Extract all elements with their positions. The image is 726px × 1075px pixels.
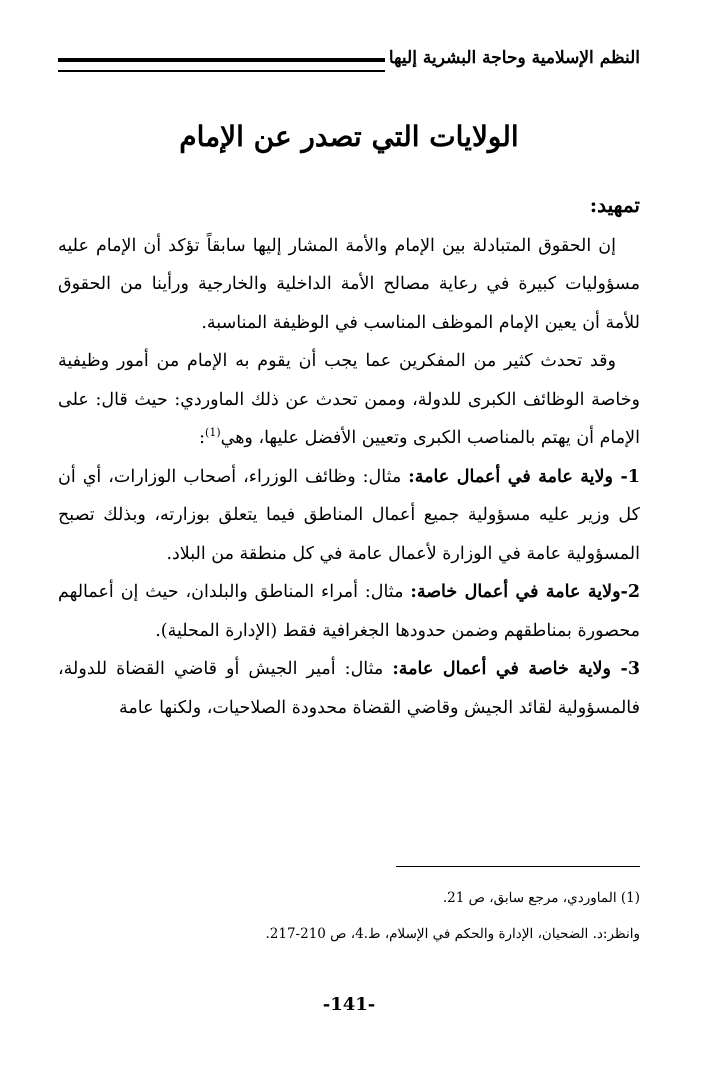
list-item	[58, 573, 640, 650]
footnotes	[58, 880, 640, 952]
item-3-label: 3- ولاية خاصة في أعمال عامة:	[392, 659, 640, 679]
intro-paragraph-2	[58, 342, 640, 458]
list-item	[58, 458, 640, 574]
item-1-label: 1- ولاية عامة في أعمال عامة:	[408, 466, 640, 487]
footnote-2: وانظر:د. الضحيان، الإدارة والحكم في الإسلام، ط.4، ص 210-217.	[265, 926, 640, 942]
header-rule	[58, 58, 385, 72]
intro-heading: تمهيد:	[589, 193, 640, 217]
item-2-text: مثال: أمراء المناطق والبلدان، حيث إن أعمالهم محصورة بمناطقهم وضمن حدودها الجغرافية فقط (الإدارة المحلية).	[58, 582, 640, 641]
intro-paragraph-1: إن الحقوق المتبادلة بين الإمام والأمة المشار إليها سابقاً تؤكد أن الإمام عليه مسؤوليات كبيرة في رعاية مصالح الأمة الداخلية والخارجية ورأينا من الحقوق للأمة أن يعين الإمام الموظف المناسب في الوظيفة المناسبة.	[58, 235, 640, 333]
item-3-text: مثال: أمير الجيش أو قاضي القضاة للدولة، فالمسؤولية لقائد الجيش وقاضي القضاة محدودة الصلاحيات، ولكنها عامة	[58, 659, 640, 718]
intro-paragraph-2-end: :	[199, 428, 206, 448]
list-item	[58, 650, 640, 727]
footnote-separator	[396, 866, 640, 867]
item-2-label: 2-ولاية عامة في أعمال خاصة:	[410, 582, 640, 602]
item-1-text: مثال: وظائف الوزراء، أصحاب الوزارات، أي أن كل وزير عليه مسؤولية جميع أعمال المناطق فيما يتعلق بوزارته، وبذلك تصبح المسؤولية عامة في الوزارة لأعمال عامة في كل منطقة من البلاد.	[58, 466, 640, 564]
page-number: -141-	[322, 994, 376, 1015]
intro-paragraph-2-text: وقد تحدث كثير من المفكرين عما يجب أن يقوم به الإمام من أمور وظيفية وخاصة الوظائف الكبرى للدولة، وممن تحدث عن ذلك الماوردي: حيث قال: على الإمام أن يهتم بالمناصب الكبرى وتعيين الأفضل عليها، وهي	[58, 351, 640, 448]
body-text	[58, 186, 640, 727]
running-title: النظم الإسلامية وحاجة البشرية إليها	[388, 48, 640, 68]
footnote-1: (1) الماوردي، مرجع سابق، ص 21.	[442, 890, 640, 906]
footnote-ref-1[interactable]: (1)	[205, 426, 221, 440]
section-title: الولايات التي تصدر عن الإمام	[179, 120, 519, 153]
running-header	[58, 38, 640, 78]
